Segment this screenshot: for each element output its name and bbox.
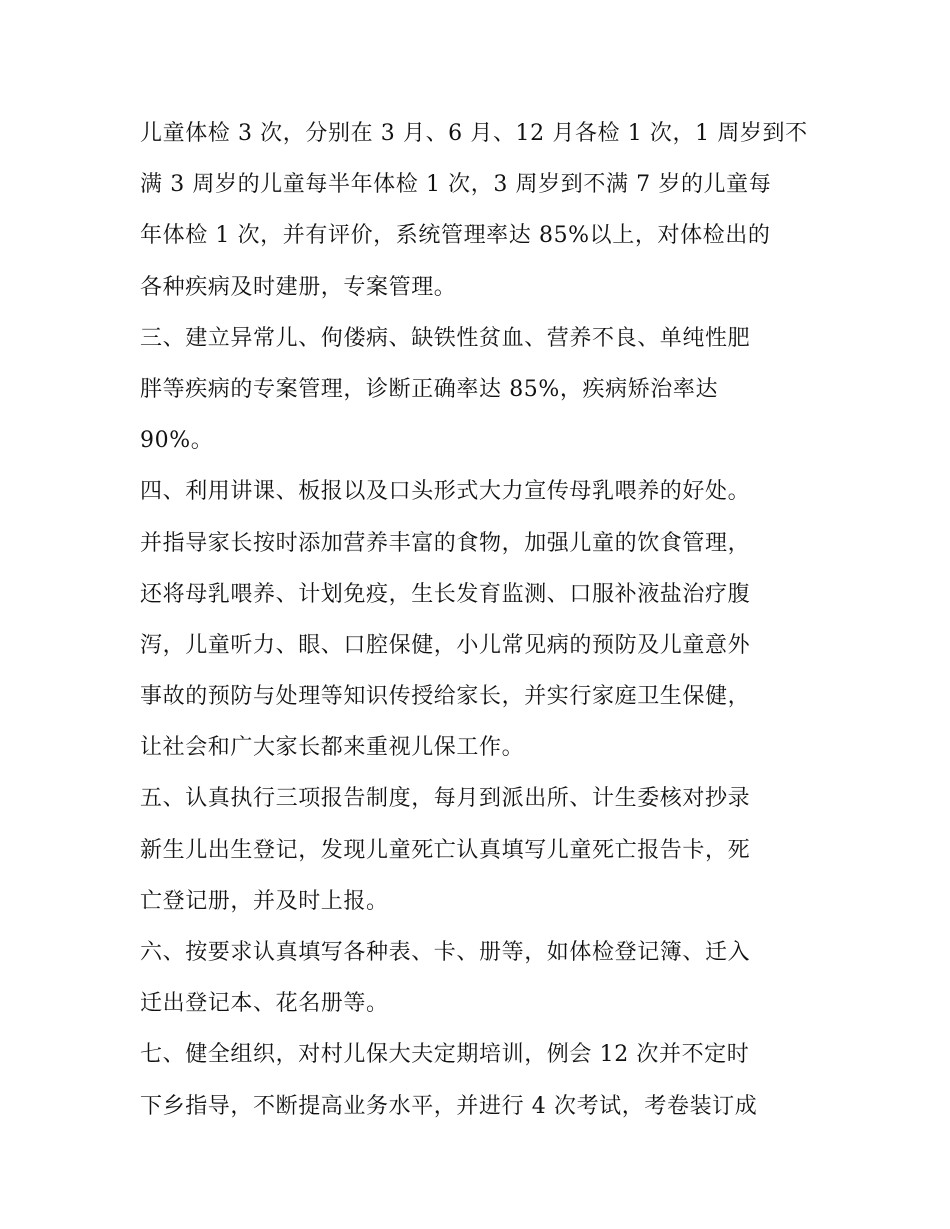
text-line: 亡登记册，并及时上报。 bbox=[140, 888, 389, 914]
text-line: 儿童体检 3 次，分别在 3 月、6 月、12 月各检 1 次，1 周岁到不 bbox=[140, 121, 808, 146]
document-body bbox=[140, 108, 820, 1132]
text-line: 并指导家长按时添加营养丰富的食物，加强儿童的饮食管理， bbox=[140, 530, 751, 556]
text-line: 满 3 周岁的儿童每半年体检 1 次，3 周岁到不满 7 岁的儿童每 bbox=[140, 172, 772, 198]
section-three-line: 三、建立异常儿、佝偻病、缺铁性贫血、营养不良、单纯性肥 bbox=[140, 325, 751, 351]
text-line: 胖等疾病的专案管理，诊断正确率达 85%，疾病矫治率达 bbox=[140, 376, 719, 402]
text-line: 迁出登记本、花名册等。 bbox=[140, 991, 389, 1017]
text-line: 事故的预防与处理等知识传授给家长，并实行家庭卫生保健， bbox=[140, 684, 751, 710]
text-line: 各种疾病及时建册，专案管理。 bbox=[140, 274, 457, 300]
text-line: 新生儿出生登记，发现儿童死亡认真填写儿童死亡报告卡，死 bbox=[140, 837, 751, 863]
section-seven-line: 七、健全组织，对村儿保大夫定期培训，例会 12 次并不定时 bbox=[140, 1042, 750, 1068]
section-six-line: 六、按要求认真填写各种表、卡、册等，如体检登记簿、迁入 bbox=[140, 940, 751, 965]
text-line: 泻，儿童听力、眼、口腔保健，小儿常见病的预防及儿童意外 bbox=[140, 632, 751, 658]
text-line: 让社会和广大家长都来重视儿保工作。 bbox=[140, 735, 525, 761]
text-line: 下乡指导，不断提高业务水平，并进行 4 次考试，考卷装订成 bbox=[140, 1093, 758, 1119]
section-four-line: 四、利用讲课、板报以及口头形式大力宣传母乳喂养的好处。 bbox=[140, 479, 751, 505]
text-line: 还将母乳喂养、计划免疫，生长发育监测、口服补液盐治疗腹 bbox=[140, 581, 751, 607]
text-line: 年体检 1 次，并有评价，系统管理率达 85%以上，对体检出的 bbox=[140, 223, 771, 249]
section-five-line: 五、认真执行三项报告制度，每月到派出所、计生委核对抄录 bbox=[140, 786, 751, 812]
text-line: 90%。 bbox=[140, 428, 214, 454]
